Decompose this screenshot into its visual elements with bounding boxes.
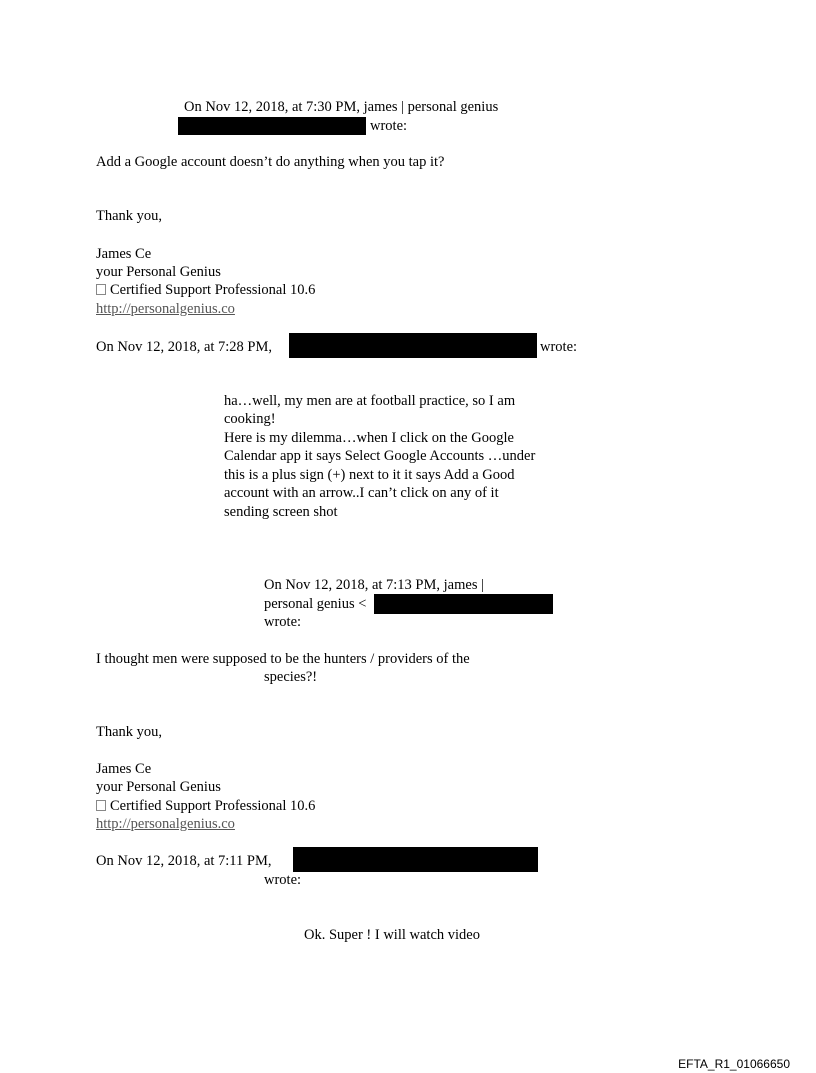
signature-name: James Ce — [96, 246, 152, 262]
email-body-2-line: sending screen shot — [224, 504, 338, 520]
email-body-2-line: account with an arrow..I can’t click on any of it — [224, 485, 499, 501]
email-body-2-line: this is a plus sign (+) next to it it says Add a Good — [224, 467, 515, 483]
email-body-2-line: Here is my dilemma…when I click on the Google — [224, 430, 514, 446]
signature-cert-text: Certified Support Professional 10.6 — [110, 282, 316, 298]
redaction-block — [374, 594, 553, 614]
placeholder-glyph-icon — [96, 800, 106, 811]
placeholder-glyph-icon — [96, 284, 106, 295]
document-id: EFTA_R1_01066650 — [678, 1057, 790, 1071]
email-header-4-wrote: wrote: — [264, 872, 302, 888]
redaction-block — [293, 847, 538, 872]
redaction-block — [178, 117, 366, 135]
email-header-3-line2: personal genius < — [264, 596, 367, 612]
email-body-3-line: species?! — [264, 669, 318, 685]
signature-cert — [96, 281, 315, 299]
email-body-1: Add a Google account doesn’t do anything when you tap it? — [96, 154, 445, 170]
email-header-2-wrote: wrote: — [540, 339, 578, 355]
signature-title: your Personal Genius — [96, 264, 221, 280]
email-header-3-wrote: wrote: — [264, 614, 302, 630]
email-header-4: On Nov 12, 2018, at 7:11 PM, — [96, 853, 272, 869]
redaction-block — [289, 333, 537, 358]
signature-cert-text: Certified Support Professional 10.6 — [110, 798, 316, 814]
email-body-2-line: Calendar app it says Select Google Accounts …under — [224, 448, 536, 464]
signature-thanks: Thank you, — [96, 724, 163, 740]
email-header-3: On Nov 12, 2018, at 7:13 PM, james | — [264, 577, 484, 593]
email-header-2: On Nov 12, 2018, at 7:28 PM, — [96, 339, 273, 355]
signature-name: James Ce — [96, 761, 152, 777]
signature-link[interactable]: http://personalgenius.co — [96, 301, 235, 317]
email-body-4: Ok. Super ! I will watch video — [304, 927, 480, 943]
signature-title: your Personal Genius — [96, 779, 221, 795]
signature-thanks: Thank you, — [96, 208, 163, 224]
email-body-3-line: I thought men were supposed to be the hunters / providers of the — [96, 651, 470, 667]
signature-cert — [96, 797, 315, 815]
email-body-2-line: cooking! — [224, 411, 276, 427]
email-body-2-line: ha…well, my men are at football practice, so I am — [224, 393, 516, 409]
email-header-1-wrote: wrote: — [370, 118, 408, 134]
email-header-1: On Nov 12, 2018, at 7:30 PM, james | personal genius — [184, 99, 499, 115]
signature-link[interactable]: http://personalgenius.co — [96, 816, 235, 832]
